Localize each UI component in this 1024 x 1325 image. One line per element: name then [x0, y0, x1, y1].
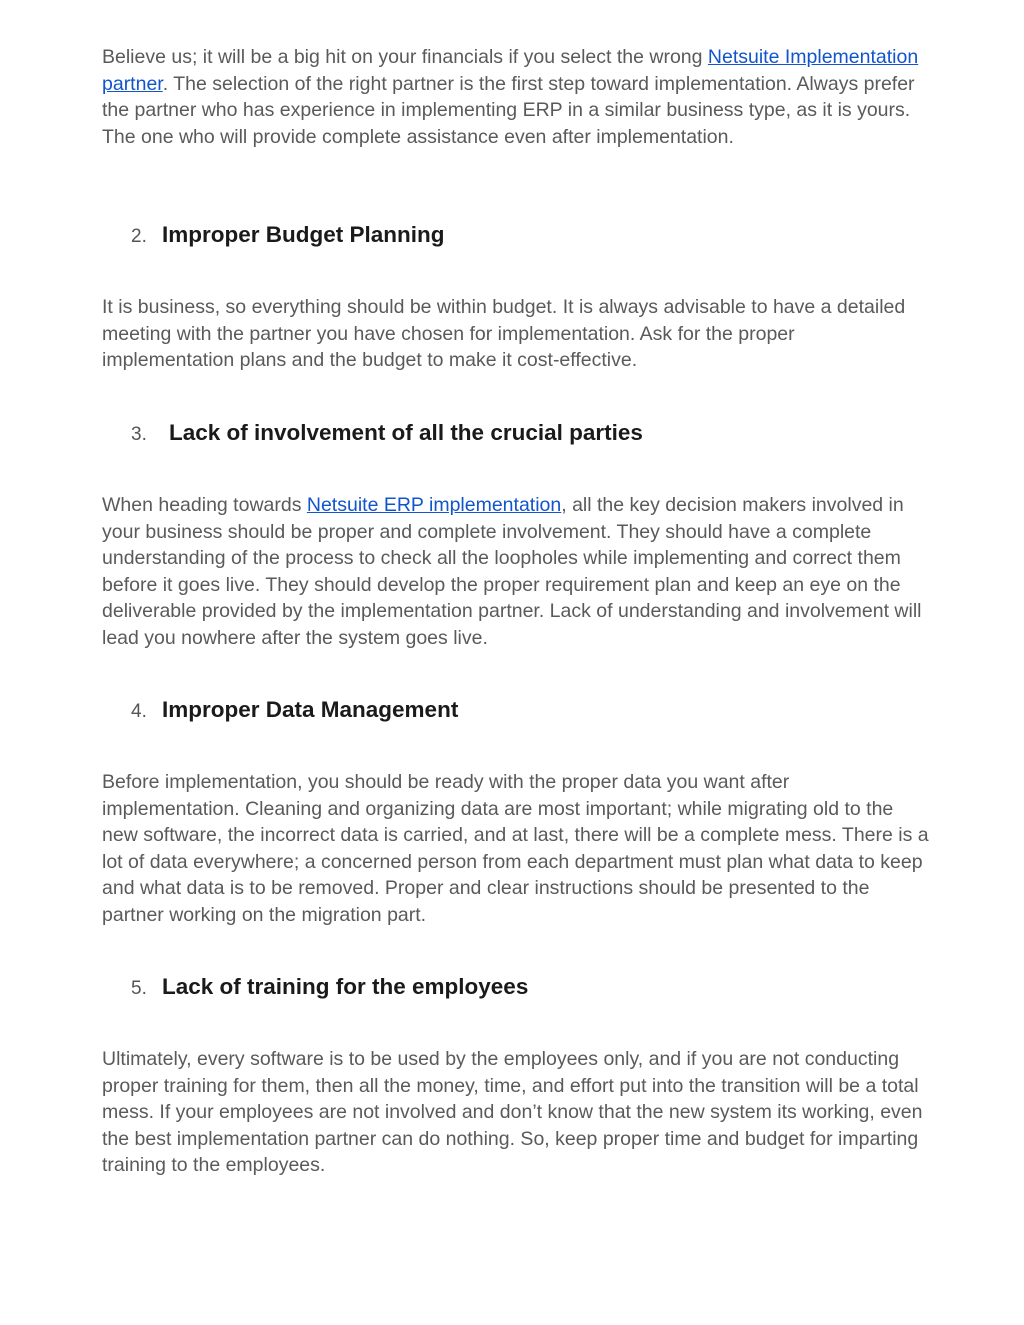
section-2-body: It is business, so everything should be within budget. It is always advisable to have a detailed meeting with the partner you have chosen for implementation. Ask for the proper implementation plans and the budget to make it cost-effective. — [102, 296, 906, 371]
section-4-body: Before implementation, you should be ready with the proper data you want after implementation. Cleaning and organizing data are most important; while migrating old to the new software, the incorrect data is carried, and at last, there will be a complete mess. There is a lot of data everywhere; a concerned person from each department must plan what data to keep and what data is to be removed. Proper and clear instructions should be presented to the partner working on the migration part. — [102, 771, 929, 926]
intro-text-after-link: . The selection of the right partner is the first step toward implementation. Always prefer the partner who has experience in implementing ERP in a similar business type, as it is yours. The one who will provide complete assistance even after implementation. — [102, 72, 915, 148]
section-4-number: 4. — [131, 701, 147, 722]
section-5-heading — [131, 973, 528, 1003]
section-3-body — [102, 492, 932, 651]
section-3-text-before-link: When heading towards — [102, 494, 307, 516]
netsuite-erp-implementation-link[interactable]: Netsuite ERP implementation — [306, 494, 562, 516]
intro-paragraph — [102, 44, 932, 150]
section-3-title: Lack of involvement of all the crucial parties — [169, 420, 643, 445]
section-3-text-after-link: , all the key decision makers involved in your business should be proper and complete involvement. They should have a complete understanding of the process to check all the loopholes while implementing and correct them before it goes live. They should develop the proper requirement plan and keep an eye on the deliverable provided by the implementation partner. Lack of understanding and involvement will lead you nowhere after the system goes live. — [102, 494, 922, 649]
section-2-number: 2. — [131, 226, 147, 247]
intro-text-before-link: Believe us; it will be a big hit on your financials if you select the wrong — [102, 46, 708, 68]
section-5-number: 5. — [131, 978, 147, 999]
section-3-number: 3. — [131, 424, 147, 445]
netsuite-implementation-partner-link[interactable]: Netsuite Implementation partner — [102, 46, 919, 95]
section-3-heading — [131, 419, 643, 449]
section-5-title: Lack of training for the employees — [162, 974, 529, 999]
section-5-body: Ultimately, every software is to be used by the employees only, and if you are not conducting proper training for them, then all the money, time, and effort put into the transition will be a total mess. If your employees are not involved and don’t know that the new system its working, even the best implementation partner can do nothing. So, keep proper time and budget for imparting training to the employees. — [102, 1048, 923, 1176]
section-2-heading — [131, 221, 445, 251]
section-4-title: Improper Data Management — [162, 697, 459, 722]
section-4-heading — [131, 696, 458, 726]
section-2-title: Improper Budget Planning — [162, 222, 445, 247]
